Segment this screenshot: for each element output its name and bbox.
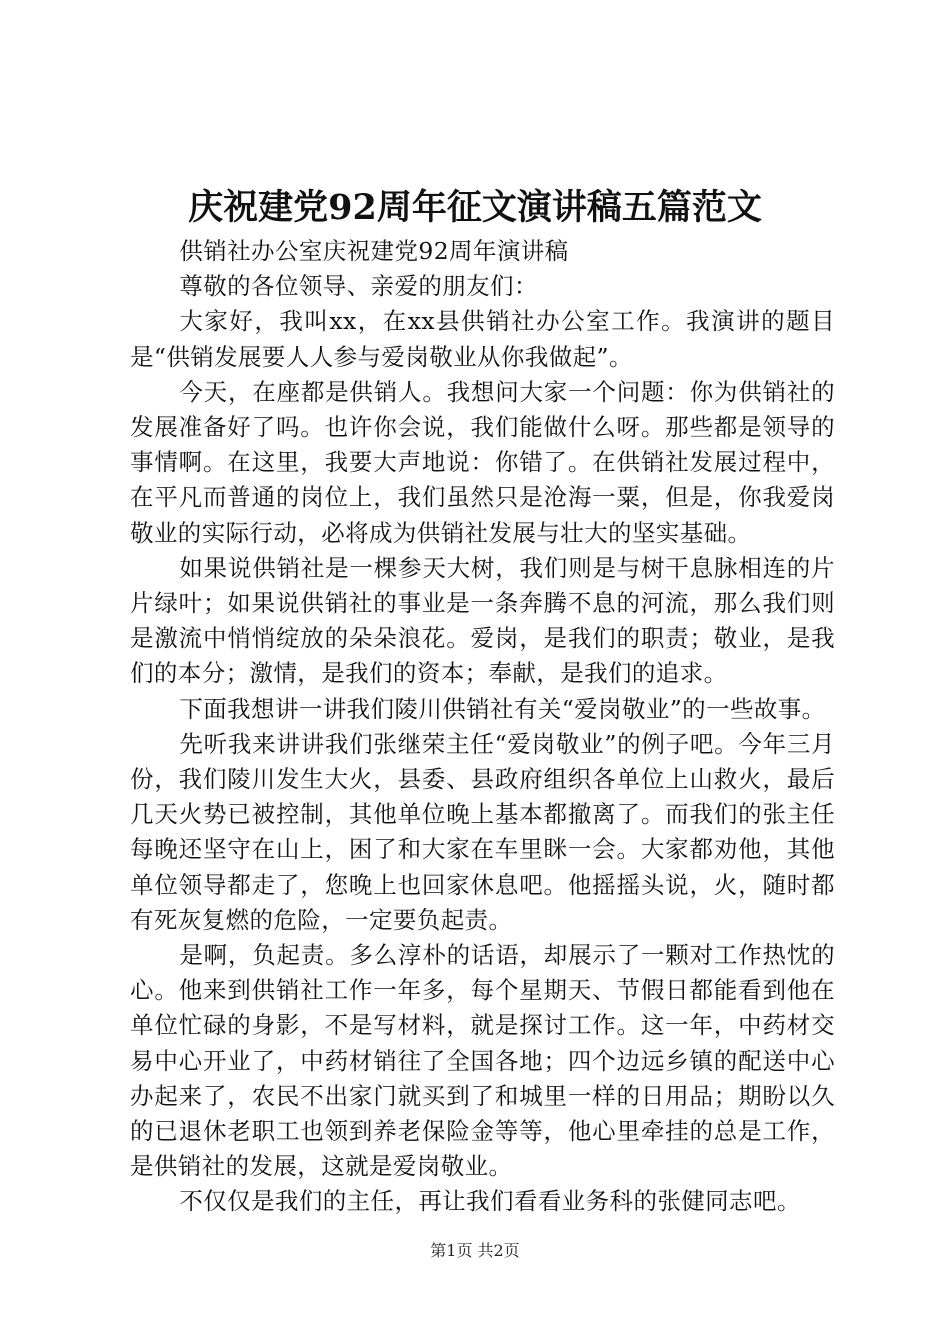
paragraph: 大家好，我叫xx，在xx县供销社办公室工作。我演讲的题目是“供销发展要人人参与爱岗敬业从你我做起”。 — [130, 307, 835, 371]
page-number-footer: 第1页 共2页 — [430, 1241, 520, 1260]
paragraph: 如果说供销社是一棵参天大树，我们则是与树干息脉相连的片片绿叶；如果说供销社的事业是一条奔腾不息的河流，那么我们则是激流中悄悄绽放的朵朵浪花。爱岗，是我们的职责；敬业，是我们的本分；激情，是我们的资本；奉献，是我们的追求。 — [130, 553, 835, 688]
document-body — [130, 234, 835, 1220]
paragraph-salutation: 尊敬的各位领导、亲爱的朋友们： — [179, 272, 538, 301]
paragraph-subtitle: 供销社办公室庆祝建党92周年演讲稿 — [179, 237, 569, 265]
paragraph: 是啊，负起责。多么淳朴的话语，却展示了一颗对工作热忱的心。他来到供销社工作一年多，每个星期天、节假日都能看到他在单位忙碌的身影，不是写材料，就是探讨工作。这一年，中药材交易中心开业了，中药材销往了全国各地；四个边远乡镇的配送中心办起来了，农民不出家门就买到了和城里一样的日用品；期盼以久的已退休老职工也领到养老保险金等等，他心里牵挂的总是工作，是供销社的发展，这就是爱岗敬业。 — [130, 941, 835, 1181]
paragraph: 先听我来讲讲我们张继荣主任“爱岗敬业”的例子吧。今年三月份，我们陵川发生大火，县委、县政府组织各单位上山救火，最后几天火势已被控制，其他单位晚上基本都撤离了。而我们的张主任每晚还坚守在山上，困了和大家在车里眯一会。大家都劝他，其他单位领导都走了，您晚上也回家休息吧。他摇摇头说，火，随时都有死灰复燃的危险，一定要负起责。 — [130, 729, 835, 934]
paragraph: 今天，在座都是供销人。我想问大家一个问题：你为供销社的发展准备好了吗。也许你会说，我们能做什么呀。那些都是领导的事情啊。在这里，我要大声地说：你错了。在供销社发展过程中，在平凡而普通的岗位上，我们虽然只是沧海一粟，但是，你我爱岗敬业的实际行动，必将成为供销社发展与壮大的坚实基础。 — [130, 377, 835, 547]
paragraph: 不仅仅是我们的主任，再让我们看看业务科的张健同志吧。 — [179, 1187, 801, 1216]
document-title: 庆祝建党92周年征文演讲稿五篇范文 — [188, 187, 762, 228]
paragraph: 下面我想讲一讲我们陵川供销社有关“爱岗敬业”的一些故事。 — [179, 694, 826, 723]
